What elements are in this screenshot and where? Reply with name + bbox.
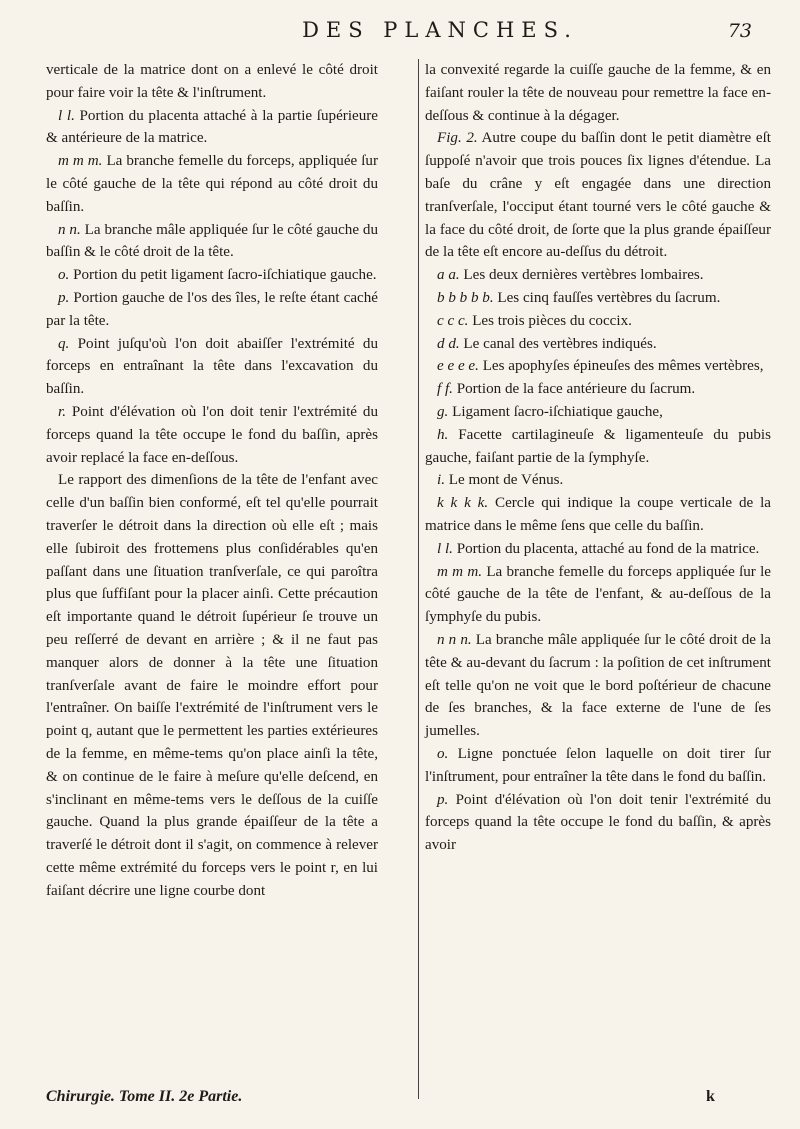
right-column	[425, 59, 771, 857]
entry-text: Le canal des vertèbres indiqués.	[463, 335, 657, 352]
entry-text: Les trois pièces du coccix.	[472, 312, 632, 329]
entry-d	[425, 333, 771, 356]
entry-label: i.	[437, 472, 445, 489]
entry-l2	[425, 538, 771, 561]
running-title: Chirurgie. Tome II. 2e Partie.	[46, 1088, 243, 1105]
entry-label: q.	[58, 335, 70, 352]
entry-p	[46, 287, 378, 333]
entry-text: Cercle qui indique la coupe verticale de la matrice dans le même ſens que celle du baſſin.	[425, 495, 771, 534]
entry-label: f f.	[437, 381, 453, 398]
entry-p2	[425, 789, 771, 857]
entry-label: m m m.	[58, 153, 103, 170]
entry-o2	[425, 743, 771, 789]
entry-text: Les apophyſes épineuſes des mêmes vertèbres,	[482, 358, 764, 375]
entry-label: Fig. 2.	[437, 130, 478, 147]
entry-g	[425, 401, 771, 424]
entry-text: Portion de la face antérieure du ſacrum.	[456, 381, 696, 398]
entry-text: Point d'élévation où l'on doit tenir l'extrémité du forceps quand la tête occupe le fond du baſſin, & après avoir	[425, 791, 771, 854]
entry-r	[46, 401, 378, 469]
entry-text: La branche mâle appliquée ſur le côté droit de la tête & au-devant du ſacrum : la poſition de cet inſtrument eſt telle qu'on ne voit que le bord poſtérieur de chacune de ſes branches, & la face externe de l'une de ſes jumelles.	[425, 631, 771, 740]
entry-n	[46, 219, 378, 265]
entry-k	[425, 492, 771, 538]
entry-label: o.	[58, 267, 70, 284]
entry-i	[425, 469, 771, 492]
entry-text: Les deux dernières vertèbres lombaires.	[463, 267, 704, 284]
entry-text: Ligament ſacro-iſchiatique gauche,	[452, 403, 663, 420]
entry-text: la convexité regarde la cuiſſe gauche de la femme, & en faiſant rouler la tête de nouveau pour remettre la face en-deſſous & continue à la dégager.	[425, 62, 771, 124]
page-header: DES PLANCHES.	[302, 18, 578, 42]
entry-fig-2	[425, 127, 771, 264]
left-column	[46, 59, 378, 902]
entry-label: n n.	[58, 221, 81, 238]
entry-label: n n n.	[437, 631, 472, 648]
entry-q	[46, 333, 378, 401]
entry-text: Portion du petit ligament ſacro-iſchiatique gauche.	[73, 267, 377, 284]
entry-n2	[425, 629, 771, 743]
entry-label: h.	[437, 426, 449, 443]
entry-text: Ligne ponctuée ſelon laquelle on doit tirer ſur l'inſtrument, pour entraîner la tête dans le fond du baſſin.	[425, 745, 771, 785]
entry-label: a a.	[437, 267, 460, 284]
entry-m	[46, 150, 378, 218]
entry-label: d d.	[437, 335, 460, 352]
entry-e	[425, 355, 771, 378]
signature-mark: k	[706, 1088, 715, 1105]
entry-text: Autre coupe du baſſin dont le petit diamètre eſt ſuppoſé n'avoir que trois pouces ſix lignes d'étendue. La baſe du crâne y eſt engagée dans une direction tranſverſale, l'occiput étant tourné vers le côté gauche & la face du côté droit, de ſorte que la plus grande épaiſſeur de la tête eſt encore au-deſſus du détroit.	[425, 130, 771, 261]
entry-text: Point juſqu'où l'on doit abaiſſer l'extrémité du forceps en entraînant la tête dans l'excavation du baſſin.	[46, 335, 378, 398]
entry-f	[425, 378, 771, 401]
entry-label: g.	[437, 403, 449, 420]
entry-text: La branche mâle appliquée ſur le côté gauche du baſſin & le côté droit de la tête.	[46, 221, 378, 261]
entry-label: m m m.	[437, 563, 483, 580]
entry-label: p.	[437, 791, 449, 808]
entry-label: l l.	[437, 540, 453, 557]
entry-label: c c c.	[437, 312, 469, 329]
entry-b	[425, 287, 771, 310]
entry-label: p.	[58, 289, 70, 306]
entry-label: o.	[437, 745, 449, 762]
entry-text: Le mont de Vénus.	[448, 472, 564, 489]
entry-m2	[425, 561, 771, 629]
entry-label: b b b b b.	[437, 289, 494, 306]
paragraph-text: Le rapport des dimenſions de la tête de l'enfant avec celle d'un baſſin bien conformé, eſt tel qu'elle pourrait traverſer le détroit dans la direction où elle eſt ; mais elle ſubiroit des frottemens plus conſidérables qu'en paſſant dans une ſituation tranſverſale, ce qui paroîtra plus que ſuffiſant pour la placer ainſi. Cette précaution eſt importante quand le détroit ſupérieur ſe trouve un peu reſſerré de devant en arrière ; & il ne faut pas manquer alors de donner à la tête une ſituation tranſverſale avant de faire le moindre effort pour l'entraîner. On baiſſe l'extrémité de l'inſtrument vers le point q, autant que le permettent les parties extérieures de la femme, en même-tems qu'on place ainſi la tête, & on continue de le faire à meſure qu'elle deſcend, en s'inclinant en même-tems vers le deſſous de la cuiſſe gauche. Quand la plus grande épaiſſeur de la tête a traverſé le détroit dont il s'agit, on commence à relever cette même extrémité du forceps vers le point r, en lui faiſant décrire une ligne courbe dont	[46, 472, 378, 899]
page-number: 73	[727, 20, 752, 42]
entry-continuation	[425, 59, 771, 127]
entry-l	[46, 105, 378, 151]
entry-text: Portion du placenta, attaché au fond de la matrice.	[456, 540, 760, 557]
entry-label: e e e e.	[437, 358, 479, 375]
entry-text: La branche femelle du forceps, appliquée ſur le côté gauche de la tête qui répond au côté droit du baſſin.	[46, 153, 378, 215]
entry-text: Facette cartilagineuſe & ligamenteuſe du pubis gauche, faiſant partie de la ſymphyſe.	[425, 426, 771, 466]
entry-text: La branche femelle du forceps appliquée ſur le côté gauche de la tête de l'enfant, & au-deſſous de la ſymphyſe du pubis.	[425, 563, 771, 626]
entry-h	[425, 424, 771, 470]
entry-c	[425, 310, 771, 333]
entry-text: Point d'élévation où l'on doit tenir l'extrémité du forceps quand la tête occupe le fond du baſſin, après avoir replacé la face en-deſſous.	[46, 403, 378, 466]
entry-text: Les cinq fauſſes vertèbres du ſacrum.	[497, 289, 721, 306]
entry-text: Portion du placenta attaché à la partie ſupérieure & antérieure de la matrice.	[46, 107, 378, 147]
entry-intro	[46, 59, 378, 105]
entry-text: verticale de la matrice dont on a enlevé le côté droit pour faire voir la tête & l'inſtrument.	[46, 62, 378, 101]
entry-label: r.	[58, 403, 66, 420]
entry-text: Portion gauche de l'os des îles, le reſte étant caché par la tête.	[46, 289, 378, 329]
entry-label: l l.	[58, 107, 75, 124]
body-paragraph	[46, 469, 378, 902]
entry-label: k k k k.	[437, 495, 489, 512]
entry-o	[46, 264, 378, 287]
entry-a	[425, 264, 771, 287]
